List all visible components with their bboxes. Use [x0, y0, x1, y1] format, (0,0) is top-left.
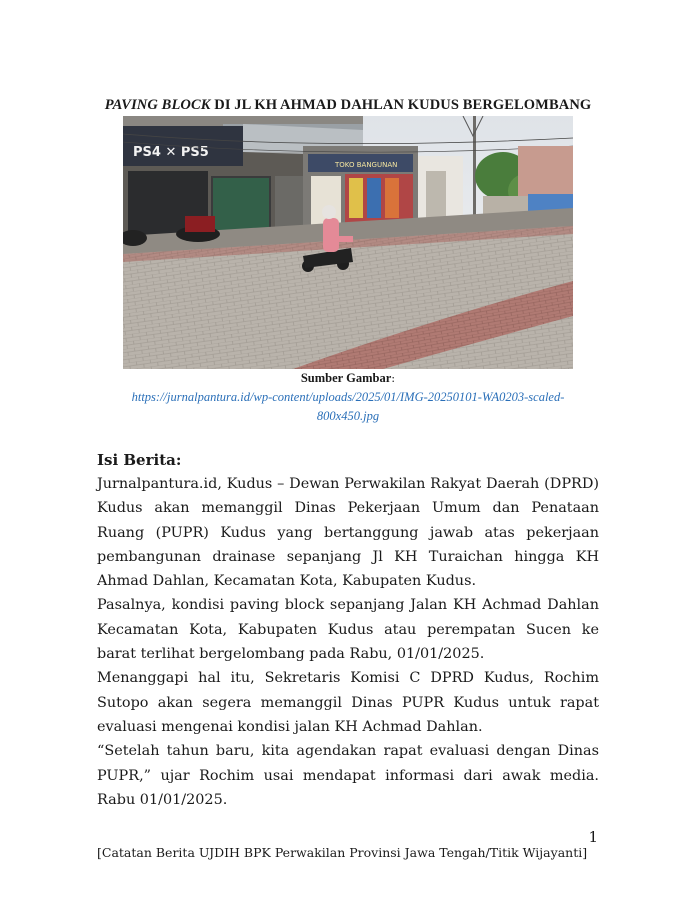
- page-number: 1: [588, 828, 598, 846]
- shop-sign-2-text: TOKO BANGUNAN: [335, 161, 398, 169]
- source-link[interactable]: https://jurnalpantura.id/wp-content/uploads/2025/01/IMG-20250101-WA0203-scaled-800x450.jpg: [131, 390, 565, 423]
- title-rest: DI JL KH AHMAD DAHLAN KUDUS BERGELOMBANG: [210, 97, 592, 113]
- paragraph: Jurnalpantura.id, Kudus – Dewan Perwakilan Rakyat Daerah (DPRD) Kudus akan memanggil Dinas Pekerjaan Umum dan Penataan Ruang (PUPR) Kudus yang bertanggung jawab atas pekerjaan pembangunan drainase sepanjang Jl KH Turaichan hingga KH Ahmad Dahlan, Kecamatan Kota, Kabupaten Kudus.: [97, 476, 599, 590]
- article-body: [97, 472, 599, 812]
- title-italic-part: PAVING BLOCK: [104, 97, 211, 113]
- image-caption: [110, 369, 586, 426]
- paragraph: Menanggapi hal itu, Sekretaris Komisi C DPRD Kudus, Rochim Sutopo akan segera memanggil Dinas PUPR Kudus untuk rapat evaluasi mengenai kondisi jalan KH Achmad Dahlan.: [97, 670, 599, 735]
- news-photo: [123, 116, 573, 369]
- paragraph: “Setelah tahun baru, kita agendakan rapat evaluasi dengan Dinas PUPR,” ujar Rochim usai mendapat informasi dari awak media. Rabu 01/01/2025.: [97, 743, 599, 808]
- document-title: [60, 97, 636, 114]
- caption-label: Sumber Gambar: [300, 371, 392, 385]
- caption-colon: :: [391, 371, 396, 385]
- page-footer: [Catatan Berita UJDIH BPK Perwakilan Provinsi Jawa Tengah/Titik Wijayanti]: [97, 845, 588, 860]
- content-heading: Isi Berita:: [97, 451, 182, 469]
- paragraph: Pasalnya, kondisi paving block sepanjang Jalan KH Achmad Dahlan Kecamatan Kota, Kabupaten Kudus atau perempatan Sucen ke barat terlihat bergelombang pada Rabu, 01/01/2025.: [97, 597, 599, 663]
- shop-sign-text: PS4 ✕ PS5: [133, 145, 209, 160]
